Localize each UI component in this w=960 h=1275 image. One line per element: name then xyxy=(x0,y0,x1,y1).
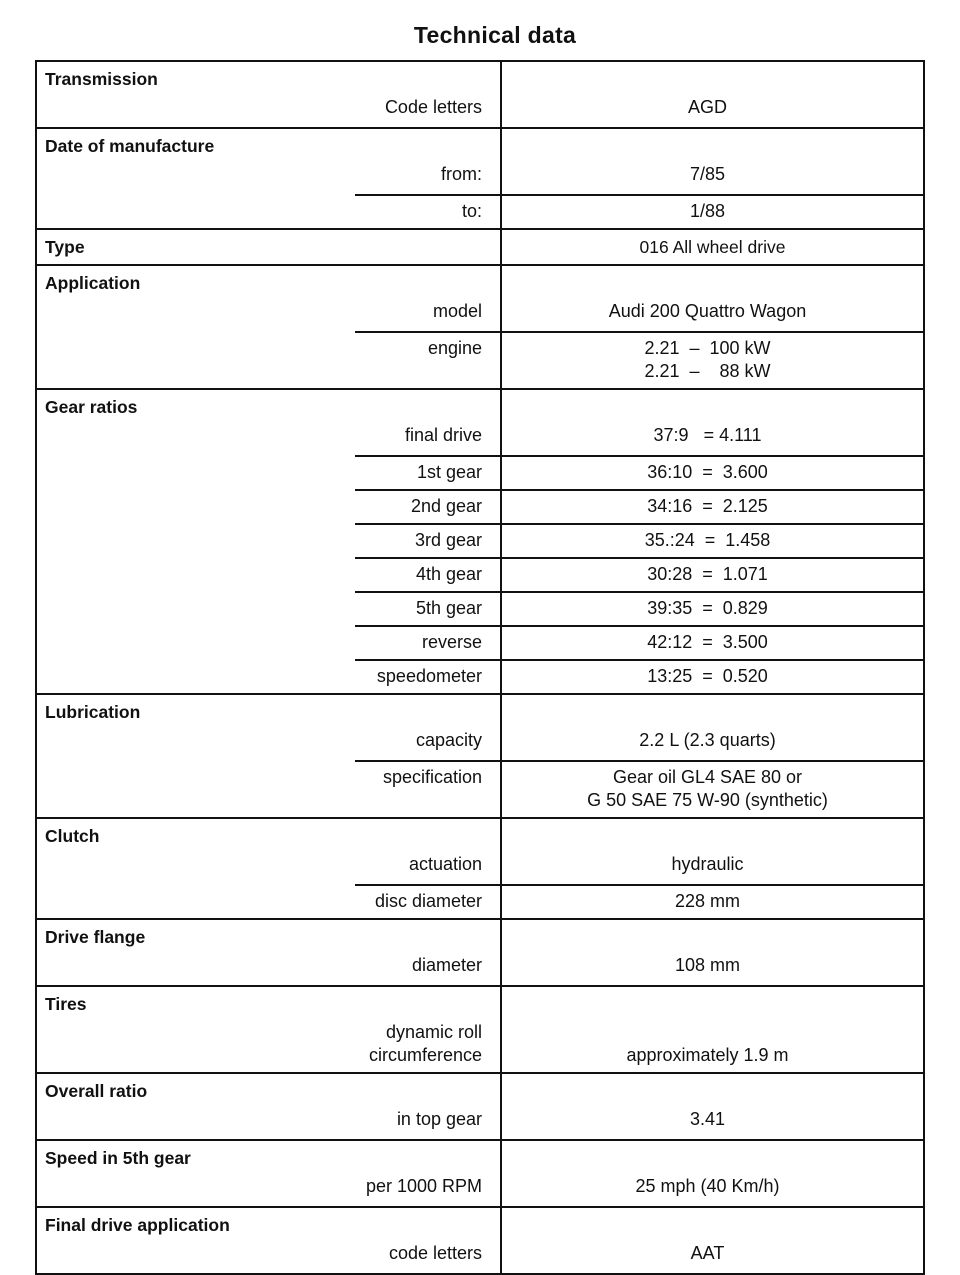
row-label: to: xyxy=(461,201,482,221)
table-row xyxy=(37,489,923,523)
table-row xyxy=(37,760,923,817)
section-title-row xyxy=(37,230,923,264)
section-tires xyxy=(37,985,923,1072)
value-line: G 50 SAE 75 W-90 (synthetic) xyxy=(587,790,828,810)
row-value: 13:25 = 0.520 xyxy=(647,666,768,686)
row-label: from: xyxy=(440,164,482,184)
value-line: approximately 1.9 m xyxy=(626,1045,789,1065)
table-row xyxy=(37,96,923,127)
row-label: 2nd gear xyxy=(410,496,482,516)
row-label: specification xyxy=(382,767,482,787)
section-lubrication xyxy=(37,693,923,817)
row-value: 36:10 = 3.600 xyxy=(647,462,768,482)
section-application xyxy=(37,264,923,388)
section-overall-ratio xyxy=(37,1072,923,1139)
table-row xyxy=(37,1242,923,1273)
section-speed-5th-gear xyxy=(37,1139,923,1206)
row-label: final drive xyxy=(404,425,482,445)
table-row xyxy=(37,163,923,194)
row-value: 35.:24 = 1.458 xyxy=(644,530,771,550)
section-title: Speed in 5th gear xyxy=(45,1148,191,1168)
row-label: capacity xyxy=(415,730,482,750)
row-value: 39:35 = 0.829 xyxy=(647,598,768,618)
table-row xyxy=(37,424,923,455)
row-value: 228 mm xyxy=(674,891,741,911)
row-value: 3.41 xyxy=(689,1109,726,1129)
row-value: hydraulic xyxy=(671,854,744,874)
section-date-of-manufacture xyxy=(37,127,923,228)
table-row xyxy=(37,331,923,388)
section-gear-ratios xyxy=(37,388,923,693)
row-label: 5th gear xyxy=(415,598,482,618)
row-value: 108 mm xyxy=(674,955,741,975)
table-row xyxy=(37,300,923,331)
table-row xyxy=(37,591,923,625)
section-title: Tires xyxy=(45,994,87,1014)
row-value: Audi 200 Quattro Wagon xyxy=(608,301,807,321)
row-label: code letters xyxy=(388,1243,482,1263)
row-label: engine xyxy=(427,338,482,358)
table-row xyxy=(37,523,923,557)
row-label: actuation xyxy=(408,854,482,874)
row-label: per 1000 RPM xyxy=(365,1176,482,1196)
page-title: Technical data xyxy=(413,22,577,48)
row-label xyxy=(37,1021,492,1072)
row-value xyxy=(492,760,923,817)
table-row xyxy=(37,194,923,228)
section-title: Transmission xyxy=(45,69,158,89)
table-row xyxy=(37,625,923,659)
row-label: speedometer xyxy=(376,666,482,686)
section-title: Gear ratios xyxy=(45,397,138,417)
value-line: Gear oil GL4 SAE 80 or xyxy=(612,767,803,787)
row-value: 34:16 = 2.125 xyxy=(647,496,768,516)
section-title: Type xyxy=(45,237,85,257)
table-row xyxy=(37,884,923,918)
table-row xyxy=(37,1021,923,1072)
row-value: 7/85 xyxy=(689,164,726,184)
technical-data-table xyxy=(35,60,925,1275)
row-label: diameter xyxy=(411,955,482,975)
row-label: model xyxy=(432,301,482,321)
row-label: in top gear xyxy=(396,1109,482,1129)
section-final-drive-application xyxy=(37,1206,923,1273)
row-value xyxy=(492,331,923,388)
row-value: 25 mph (40 Km/h) xyxy=(635,1176,780,1196)
table-row xyxy=(37,853,923,884)
section-title: Application xyxy=(45,273,141,293)
row-value: AAT xyxy=(690,1243,725,1263)
row-label: 1st gear xyxy=(416,462,482,482)
row-label: 4th gear xyxy=(415,564,482,584)
table-row xyxy=(37,1108,923,1139)
row-value: 2.2 L (2.3 quarts) xyxy=(639,730,776,750)
table-row xyxy=(37,455,923,489)
row-label: Code letters xyxy=(384,97,482,117)
table-row xyxy=(37,954,923,985)
section-type xyxy=(37,228,923,264)
table-row xyxy=(37,1175,923,1206)
table-row xyxy=(37,557,923,591)
section-title: Clutch xyxy=(45,826,100,846)
section-title: Lubrication xyxy=(45,702,141,722)
value-line: 2.21 – 100 kW xyxy=(644,338,771,358)
row-label: disc diameter xyxy=(374,891,482,911)
table-row xyxy=(37,659,923,693)
row-value: AGD xyxy=(687,97,727,117)
table-row xyxy=(37,729,923,760)
section-drive-flange xyxy=(37,918,923,985)
section-title: Date of manufacture xyxy=(45,136,215,156)
row-value: 42:12 = 3.500 xyxy=(647,632,768,652)
row-value: 016 All wheel drive xyxy=(639,237,786,257)
row-label: 3rd gear xyxy=(414,530,482,550)
row-value: 1/88 xyxy=(689,201,726,221)
section-title: Final drive application xyxy=(45,1215,230,1235)
row-value xyxy=(492,1021,923,1072)
value-line: 2.21 – 88 kW xyxy=(644,361,771,381)
section-title: Overall ratio xyxy=(45,1081,148,1101)
section-transmission xyxy=(37,62,923,127)
label-line: dynamic roll xyxy=(385,1022,482,1042)
label-line: circumference xyxy=(368,1045,482,1065)
section-title: Drive flange xyxy=(45,927,146,947)
row-value: 37:9 = 4.111 xyxy=(653,425,762,445)
row-value: 30:28 = 1.071 xyxy=(647,564,768,584)
row-label: reverse xyxy=(421,632,482,652)
section-clutch xyxy=(37,817,923,918)
